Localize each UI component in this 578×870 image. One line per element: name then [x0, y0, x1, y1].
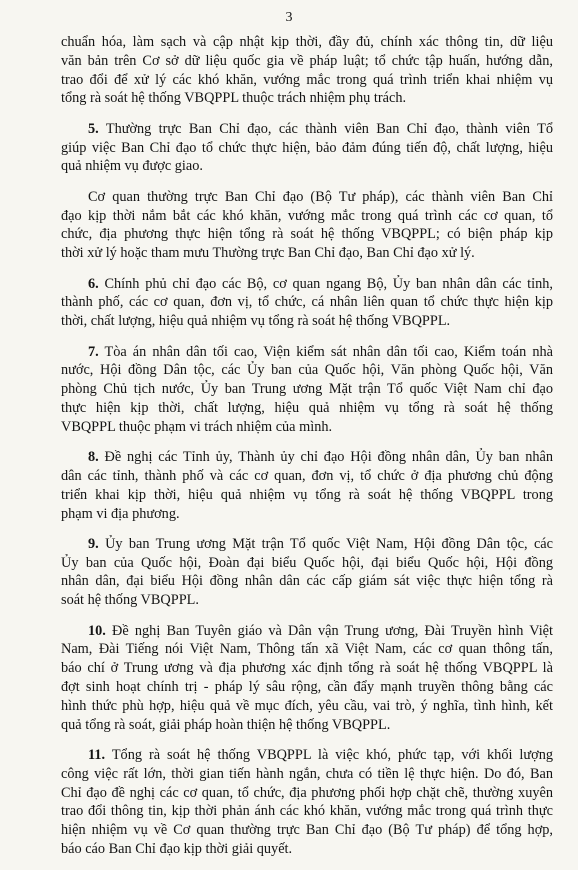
line-text: Nam, Đài Tiếng nói Việt Nam, Thông tấn xã Việt Nam, các cơ quan thông tấn,: [61, 641, 553, 658]
paragraph-line: [61, 622, 553, 641]
paragraph: [61, 448, 553, 523]
paragraph-line: [61, 467, 553, 486]
paragraph-number: 5.: [88, 120, 99, 137]
paragraph-number: 9.: [88, 535, 99, 552]
paragraph: [61, 535, 553, 610]
paragraph: [61, 622, 553, 735]
paragraph-line: [61, 33, 553, 52]
line-text: đạo kịp thời nắm bắt các khó khăn, vướng mắc trong quá trình các cơ quan, tổ: [61, 207, 553, 224]
paragraph: [61, 33, 553, 108]
line-text: quả nhiệm vụ được giao.: [61, 158, 203, 175]
line-text: thời, chất lượng, hiệu quả nhiệm vụ tổng rà soát hệ thống VBQPPL.: [61, 313, 451, 330]
line-text: hình thức phù hợp, hiệu quả về mục đích, yêu cầu, vai trò, ý nghĩa, tình hình, kết: [61, 697, 553, 714]
paragraph-line: [61, 448, 553, 467]
paragraph-line: [61, 275, 553, 294]
paragraph-line: [61, 89, 553, 108]
paragraph: [61, 188, 553, 263]
paragraph-line: [61, 784, 553, 803]
page-number: 3: [285, 10, 293, 25]
paragraph-line: [61, 225, 553, 244]
line-text: nước, Hội đồng Dân tộc, các Ủy ban của Quốc hội, Văn phòng Quốc hội, Văn: [61, 362, 553, 379]
line-text: tổng rà soát hệ thống VBQPPL thuộc trách nhiệm phụ trách.: [61, 90, 407, 107]
paragraph-line: [61, 746, 553, 765]
line-text: soát hệ thống VBQPPL.: [61, 592, 199, 609]
paragraph-line: [61, 535, 553, 554]
line-text: Cơ quan thường trực Ban Chỉ đạo (Bộ Tư pháp), các thành viên Ban Chỉ: [88, 188, 553, 205]
line-text: Ủy ban của Quốc hội, Đoàn đại biểu Quốc hội, đại biểu Quốc hội, Hội đồng: [61, 554, 553, 571]
paragraph-line: [61, 418, 553, 437]
paragraph: [61, 120, 553, 176]
line-text: Tòa án nhân dân tối cao, Viện kiểm sát nhân dân tối cao, Kiểm toán nhà: [104, 343, 553, 360]
line-text: báo chí ở Trung ương và địa phương xác định tổng rà soát hệ thống VBQPPL là: [61, 660, 553, 677]
paragraph-line: [61, 505, 553, 524]
paragraph-line: [61, 120, 553, 139]
line-text: hiện nhiệm vụ về Cơ quan thường trực Ban Chỉ đạo (Bộ Tư pháp) để tổng hợp,: [61, 822, 553, 839]
document-body: [61, 33, 553, 870]
paragraph-line: [61, 716, 553, 735]
paragraph-line: [61, 659, 553, 678]
paragraph-line: [61, 361, 553, 380]
line-text: Đề nghị Ban Tuyên giáo và Dân vận Trung ương, Đài Truyền hình Việt: [112, 622, 554, 639]
paragraph-line: [61, 840, 553, 859]
line-text: Ủy ban Trung ương Mặt trận Tổ quốc Việt Nam, Hội đồng Dân tộc, các: [105, 535, 553, 552]
paragraph-line: [61, 554, 553, 573]
paragraph-line: [61, 157, 553, 176]
line-text: triển khai kịp thời, hiệu quả nhiệm vụ tổng rà soát hệ thống VBQPPL trong: [61, 486, 553, 503]
paragraph-number: 8.: [88, 449, 99, 466]
paragraph-number: 6.: [88, 275, 99, 292]
paragraph: [61, 746, 553, 859]
paragraph-line: [61, 591, 553, 610]
line-text: nhân dân, đại biểu Hội đồng nhân dân các cấp giám sát việc thực hiện tổng rà: [61, 573, 553, 590]
paragraph-line: [61, 244, 553, 263]
paragraph-line: [61, 802, 553, 821]
paragraph-line: [61, 640, 553, 659]
line-text: VBQPPL thuộc phạm vi trách nhiệm của mình.: [61, 418, 333, 435]
line-text: công việc rất lớn, thời gian tiến hành ngắn, chưa có tiền lệ thực hiện. Do đó, Ban: [61, 765, 553, 782]
paragraph-line: [61, 399, 553, 418]
line-text: báo cáo Ban Chỉ đạo kịp thời giải quyết.: [61, 841, 293, 858]
line-text: Tổng rà soát hệ thống VBQPPL là việc khó, phức tạp, với khối lượng: [111, 747, 553, 764]
paragraph-line: [61, 188, 553, 207]
line-text: thời xử lý hoặc tham mưu Thường trực Ban Chỉ đạo, Ban Chỉ đạo xử lý.: [61, 245, 475, 262]
paragraph-line: [61, 207, 553, 226]
line-text: văn bản trên Cơ sở dữ liệu quốc gia về pháp luật; tổ chức tập huấn, hướng dẫn,: [61, 52, 553, 69]
line-text: Đề nghị các Tỉnh ủy, Thành ủy chỉ đạo Hội đồng nhân dân, Ủy ban nhân: [104, 449, 553, 466]
line-text: phòng Chủ tịch nước, Ủy ban Trung ương Mặt trận Tổ quốc Việt Nam chỉ đạo: [61, 381, 553, 398]
paragraph-line: [61, 765, 553, 784]
line-text: đợt sinh hoạt chính trị - pháp lý sâu rộng, cần đẩy mạnh truyền thông bằng các: [61, 679, 553, 696]
paragraph-line: [61, 293, 553, 312]
line-text: chức, địa phương thực hiện tổng rà soát hệ thống VBQPPL; có biện pháp kịp: [61, 226, 553, 243]
line-text: trao đổi thông tin, kịp thời phản ánh các khó khăn, vướng mắc trong quá trình thực: [61, 803, 553, 820]
line-text: trao đổi để xử lý các khó khăn, vướng mắc trong quá trình triển khai nhiệm vụ: [61, 71, 553, 88]
paragraph-line: [61, 697, 553, 716]
line-text: phạm vi địa phương.: [61, 505, 180, 522]
paragraph-line: [61, 343, 553, 362]
line-text: Chính phủ chỉ đạo các Bộ, cơ quan ngang Bộ, Ủy ban nhân dân các tỉnh,: [104, 275, 553, 292]
line-text: thực hiện kịp thời, chất lượng, hiệu quả nhiệm vụ tổng rà soát hệ thống: [61, 399, 553, 416]
line-text: dân các tỉnh, thành phố và các cơ quan, đơn vị, tổ chức ở địa phương chủ động: [61, 467, 553, 484]
paragraph-line: [61, 821, 553, 840]
paragraph-line: [61, 312, 553, 331]
paragraph: [61, 275, 553, 331]
paragraph-line: [61, 52, 553, 71]
line-text: quả tổng rà soát, giải pháp hoàn thiện hệ thống VBQPPL.: [61, 716, 391, 733]
paragraph-number: 7.: [88, 343, 99, 360]
paragraph-line: [61, 572, 553, 591]
paragraph-line: [61, 380, 553, 399]
line-text: giúp việc Ban Chỉ đạo tổ chức thực hiện, bảo đảm đúng tiến độ, chất lượng, hiệu: [61, 139, 553, 156]
paragraph-line: [61, 678, 553, 697]
line-text: chuẩn hóa, làm sạch và cập nhật kịp thời, đầy đủ, chính xác thông tin, dữ liệu: [61, 34, 553, 50]
line-text: thành phố, các cơ quan, đơn vị, tổ chức, cá nhân liên quan tổ chức thực hiện kịp: [61, 294, 553, 311]
line-text: Chỉ đạo đề nghị các cơ quan, tổ chức, địa phương phối hợp chặt chẽ, thường xuyên: [61, 784, 553, 801]
paragraph-line: [61, 71, 553, 90]
paragraph: [61, 343, 553, 437]
paragraph-line: [61, 486, 553, 505]
line-text: Thường trực Ban Chỉ đạo, các thành viên Ban Chỉ đạo, thành viên Tổ: [105, 120, 553, 137]
paragraph-line: [61, 139, 553, 158]
paragraph-number: 10.: [88, 622, 106, 639]
paragraph-number: 11.: [88, 747, 106, 764]
